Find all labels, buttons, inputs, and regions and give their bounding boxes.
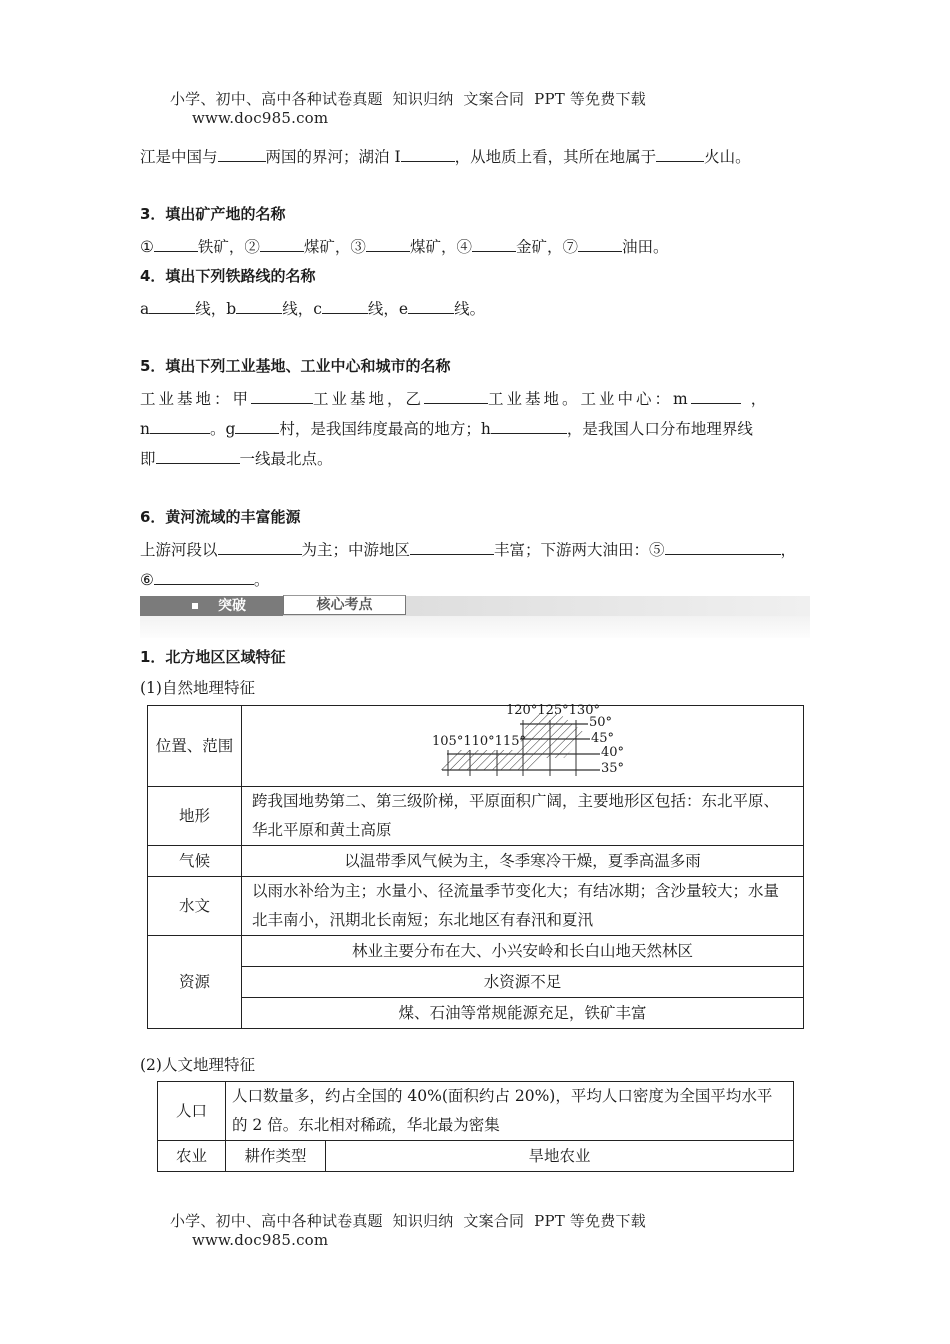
text: 线，e	[367, 300, 409, 318]
blank	[401, 145, 455, 162]
blank	[150, 417, 210, 434]
page-header	[160, 70, 646, 127]
banner-left-label: 突破	[218, 598, 246, 614]
text: 丰富；下游两大油田：⑤	[494, 541, 665, 559]
row-label: 气候	[148, 846, 242, 877]
footer-url: www.doc985.com	[191, 1231, 329, 1249]
text: ，	[750, 390, 770, 408]
table-row	[148, 998, 804, 1029]
row-content: 旱地农业	[326, 1141, 794, 1172]
table-row	[148, 706, 804, 787]
row-content: 煤、石油等常规能源充足，铁矿丰富	[242, 998, 804, 1029]
blank	[236, 297, 282, 314]
text: a	[140, 300, 150, 318]
text: 。	[253, 571, 270, 589]
text: 工业基地。工业中心：m	[488, 390, 691, 408]
text: 工业基地，乙	[313, 390, 425, 408]
q5-title: 5．填出下列工业基地、工业中心和城市的名称	[140, 357, 451, 375]
q3-title: 3．填出矿产地的名称	[140, 205, 286, 223]
row-label: 地形	[148, 787, 242, 846]
blank	[149, 297, 195, 314]
lat-label-50: 50°	[589, 715, 613, 730]
lat-label-40: 40°	[601, 745, 625, 760]
footer-text: 小学、初中、高中各种试卷真题 知识归纳 文案合同 PPT 等免费下载	[169, 1212, 646, 1230]
blank	[491, 417, 567, 434]
row-content: 以温带季风气候为主，冬季寒冷干燥，夏季高温多雨	[242, 846, 804, 877]
text: 即	[140, 450, 156, 468]
map-cell	[242, 703, 804, 787]
text: ，是我国人口分布地理界线	[566, 420, 753, 438]
natural-features-table	[147, 705, 804, 1029]
text: 煤矿，④	[409, 238, 472, 256]
blank	[251, 387, 313, 404]
table-row	[148, 846, 804, 877]
text: 线，b	[195, 300, 237, 318]
q6-line2	[140, 568, 269, 590]
text: 。g	[209, 420, 236, 438]
q5-line2	[140, 417, 753, 439]
lon-label-top: 120°125°130°	[506, 703, 600, 718]
header-text: 小学、初中、高中各种试卷真题 知识归纳 文案合同 PPT 等免费下载	[169, 90, 646, 108]
text: 油田。	[621, 238, 669, 256]
row-label: 人口	[158, 1082, 226, 1141]
text: ，	[780, 541, 797, 559]
blank	[156, 447, 240, 464]
blank	[578, 235, 622, 252]
q4-line	[140, 297, 485, 319]
section-banner	[140, 596, 810, 638]
row-content: 以雨水补给为主；水量小、径流量季节变化大；有结冰期；含沙量较大；水量北丰南小，汛期北长南短；东北地区有春汛和夏汛	[242, 877, 804, 936]
table-row	[148, 936, 804, 967]
header-url: www.doc985.com	[191, 109, 329, 127]
text: ①	[140, 238, 154, 256]
banner-right: 核心考点	[283, 595, 406, 615]
row-label: 水文	[148, 877, 242, 936]
text: 一线最北点。	[239, 450, 333, 468]
lat-lon-map	[242, 703, 803, 786]
row-label: 位置、范围	[148, 706, 242, 787]
banner-left	[140, 596, 283, 616]
blank	[322, 297, 368, 314]
section1-sub2: (2)人文地理特征	[140, 1056, 255, 1074]
q6-title: 6．黄河流域的丰富能源	[140, 508, 301, 526]
blank	[260, 235, 304, 252]
lon-label-left: 105°110°115°	[432, 734, 526, 749]
row-sublabel: 耕作类型	[226, 1141, 326, 1172]
blank	[408, 297, 454, 314]
blank	[154, 568, 254, 585]
blank	[691, 387, 741, 404]
section1-title: 1．北方地区区域特征	[140, 648, 286, 666]
table-row	[148, 967, 804, 998]
row-label: 农业	[158, 1141, 226, 1172]
blank	[218, 145, 266, 162]
blank	[154, 235, 198, 252]
row-content: 跨我国地势第二、第三级阶梯，平原面积广阔，主要地形区包括：东北平原、华北平原和黄土高原	[242, 787, 804, 846]
text: ⑥	[140, 571, 154, 589]
text: 江是中国与	[140, 148, 218, 166]
text: 线。	[454, 300, 486, 318]
table-row	[148, 787, 804, 846]
continuation-line	[140, 145, 751, 167]
text: 上游河段以	[140, 541, 218, 559]
q5-line1	[140, 387, 769, 409]
text: n	[140, 420, 150, 438]
blank	[218, 538, 302, 555]
text: 金矿，⑦	[515, 238, 578, 256]
lat-label-35: 35°	[601, 761, 625, 776]
q6-line1	[140, 538, 796, 560]
row-content: 林业主要分布在大、小兴安岭和长白山地天然林区	[242, 936, 804, 967]
row-content: 水资源不足	[242, 967, 804, 998]
q4-title: 4．填出下列铁路线的名称	[140, 267, 316, 285]
human-features-table	[157, 1081, 794, 1172]
row-content: 人口数量多，约占全国的 40%(面积约占 20%)，平均人口密度为全国平均水平的 2 倍。东北相对稀疏，华北最为密集	[226, 1082, 794, 1141]
text: 两国的界河；湖泊 I	[265, 148, 401, 166]
blank	[472, 235, 516, 252]
page-footer	[160, 1192, 646, 1249]
blank	[235, 417, 279, 434]
table-row	[158, 1082, 794, 1141]
text: 铁矿，②	[197, 238, 260, 256]
square-bullet-icon	[192, 603, 198, 609]
text: ，从地质上看，其所在地属于	[454, 148, 657, 166]
q3-line	[140, 235, 668, 257]
section1-sub1: (1)自然地理特征	[140, 679, 255, 697]
row-label: 资源	[148, 936, 242, 1029]
text: 线，c	[282, 300, 322, 318]
q5-line3	[140, 447, 333, 469]
text: 煤矿，③	[303, 238, 366, 256]
blank	[410, 538, 494, 555]
table-row	[148, 877, 804, 936]
lat-label-45: 45°	[591, 731, 615, 746]
banner-fade	[140, 616, 810, 638]
text: 村，是我国纬度最高的地方；h	[279, 420, 491, 438]
blank	[424, 387, 488, 404]
blank	[665, 538, 781, 555]
blank	[656, 145, 704, 162]
table-row	[158, 1141, 794, 1172]
text: 工业基地：甲	[140, 390, 252, 408]
blank	[366, 235, 410, 252]
text: 火山。	[704, 148, 751, 166]
text: 为主；中游地区	[301, 541, 411, 559]
